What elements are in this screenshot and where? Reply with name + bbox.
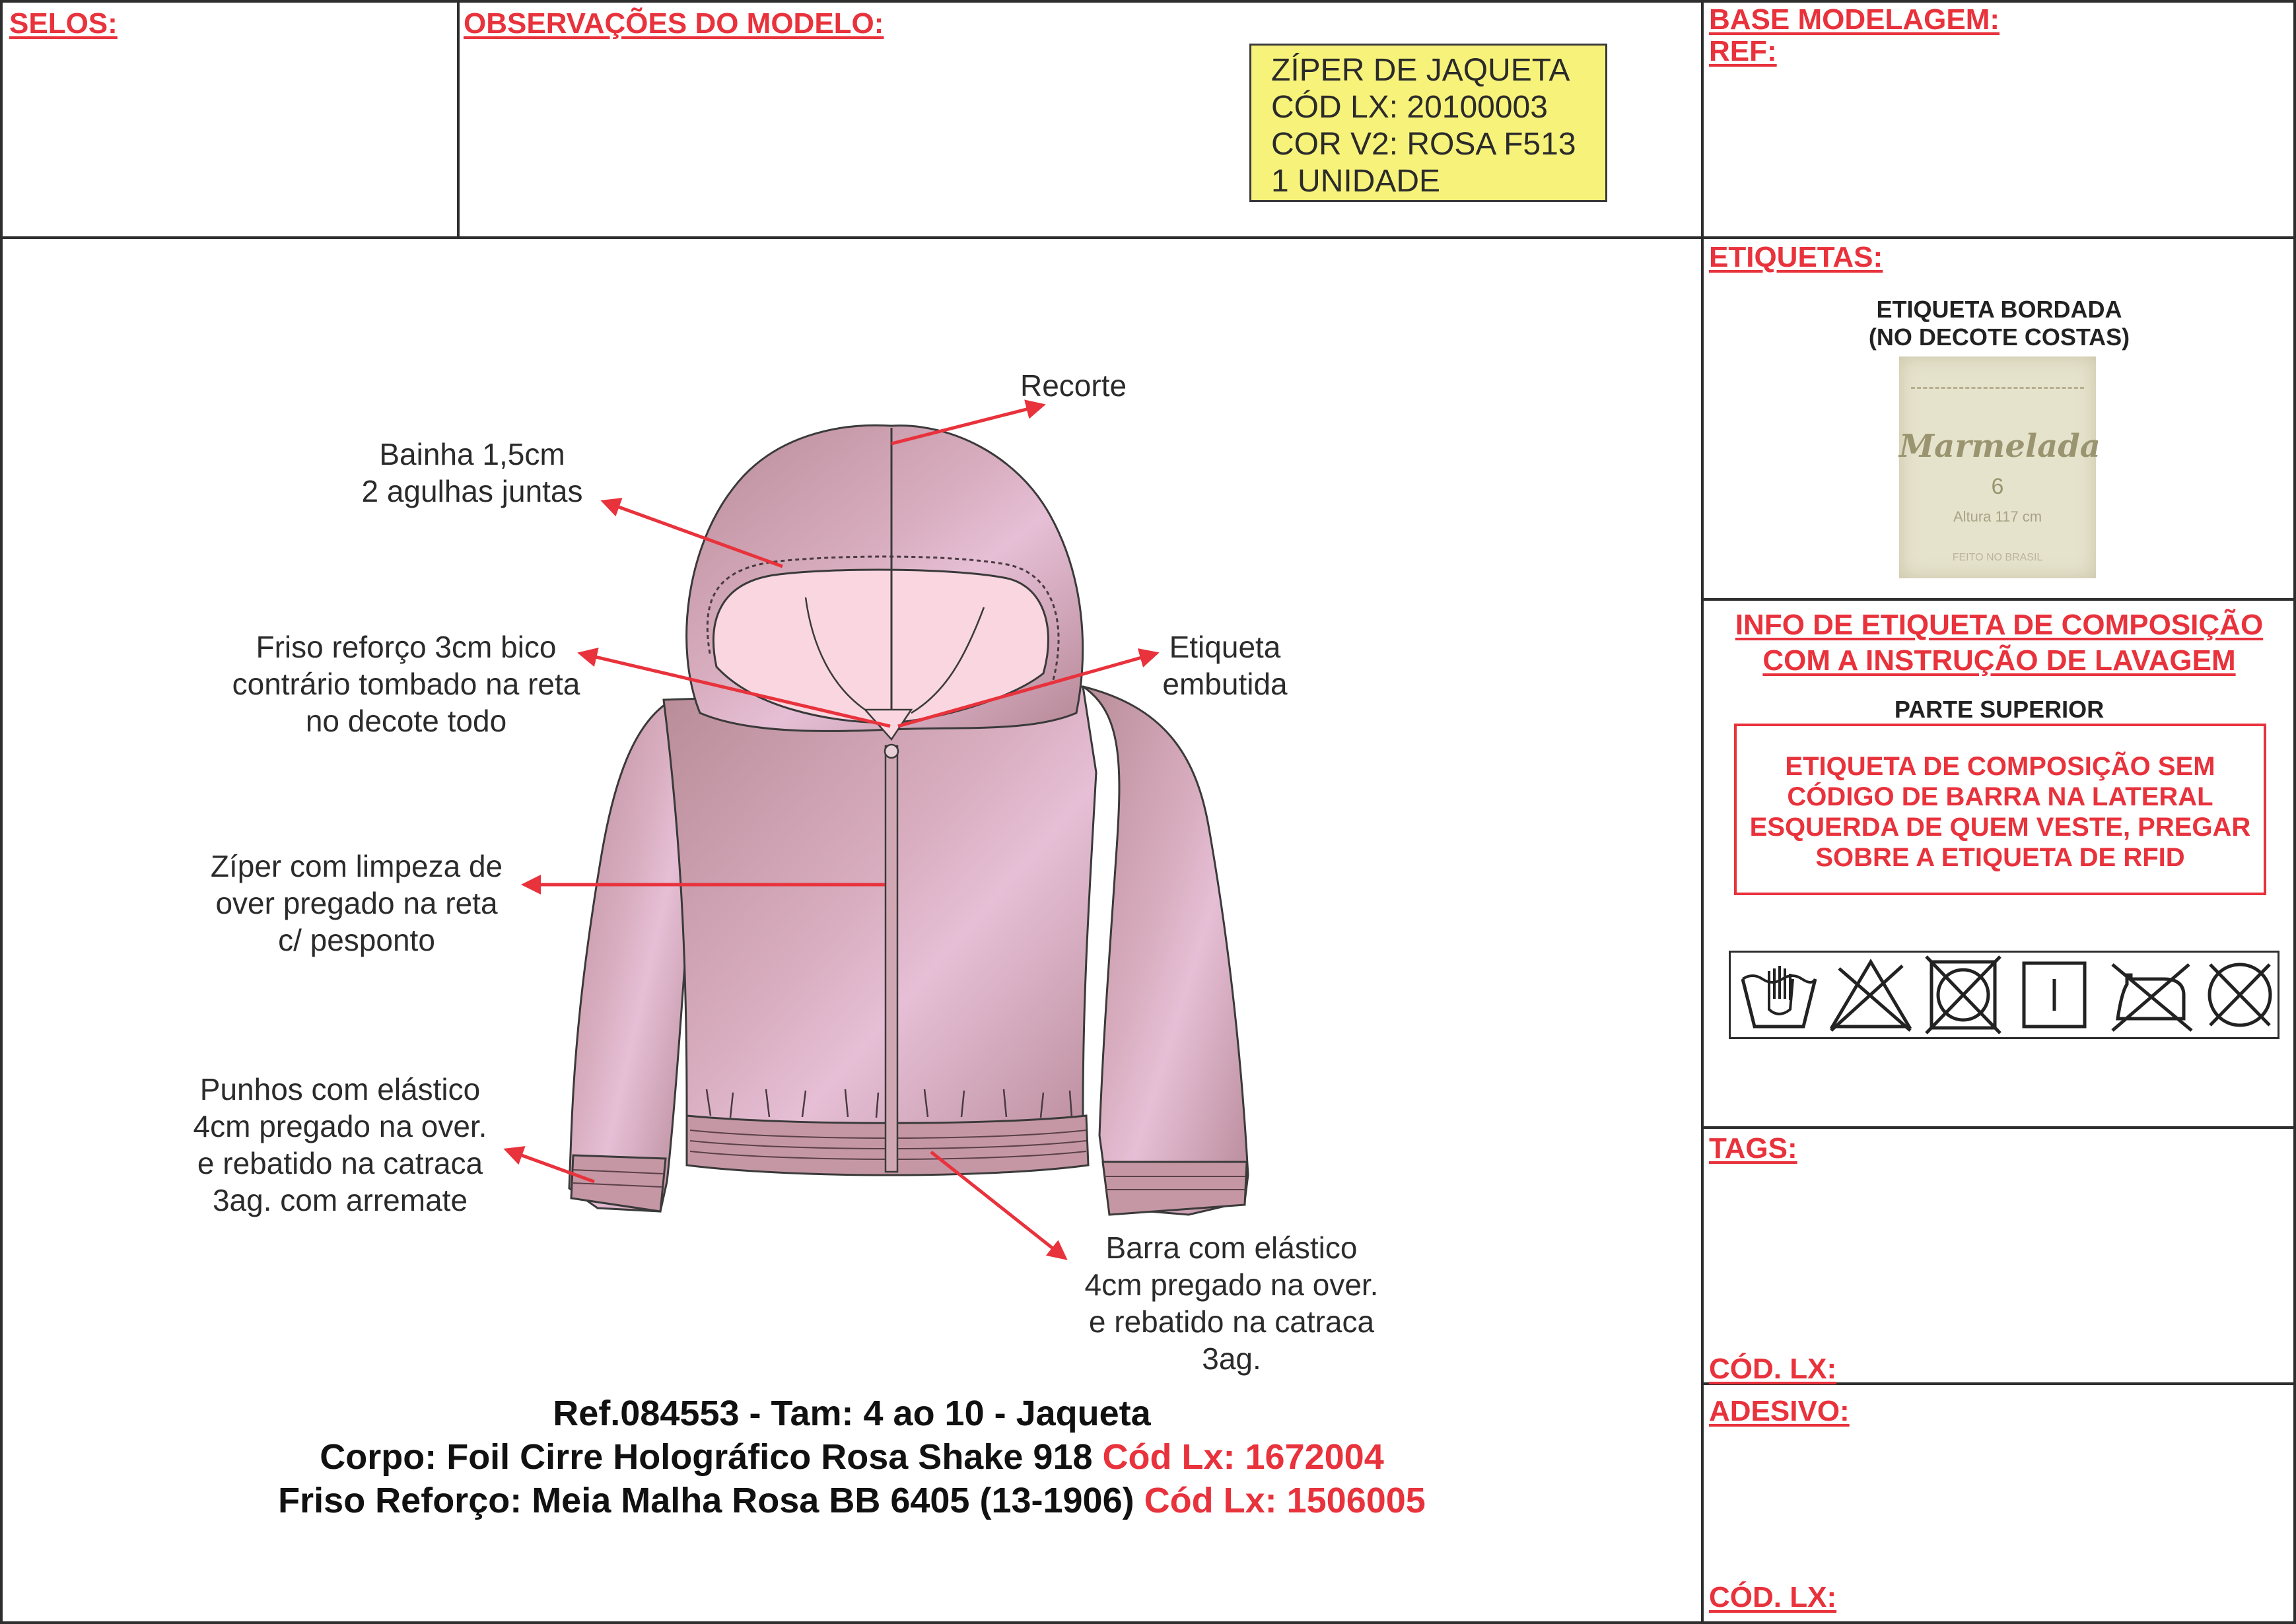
annotation-barra <box>1063 1229 1400 1377</box>
annotation-etiqueta <box>1149 628 1301 702</box>
right-cuff <box>1103 1162 1247 1215</box>
tags-header: TAGS: <box>1709 1132 1797 1165</box>
annotation-line: 3ag. <box>1202 1341 1261 1376</box>
annotation-line: e rebatido na catraca <box>1088 1304 1375 1339</box>
no-bleach-icon <box>1825 953 1917 1037</box>
composicao-box-line: ESQUERDA DE QUEM VESTE, PREGAR <box>1749 813 2251 842</box>
composicao-box-line: CÓDIGO DE BARRA NA LATERAL <box>1787 782 2213 811</box>
brand-height: Altura 117 cm <box>1953 508 2042 525</box>
composicao-title-line: COM A INSTRUÇÃO DE LAVAGEM <box>1762 644 2236 677</box>
annotation-line: over pregado na reta <box>215 886 498 920</box>
zipper-note-line: COR V2: ROSA F513 <box>1271 127 1576 162</box>
selos-header: SELOS: <box>9 7 118 40</box>
annotation-line: no decote todo <box>305 704 507 738</box>
adesivo-cod-lx: CÓD. LX: <box>1709 1581 1837 1613</box>
base-modelagem-header: BASE MODELAGEM: <box>1709 3 2000 36</box>
annotation-ziper <box>188 848 525 959</box>
jacket-body <box>664 687 1096 1174</box>
brand-size: 6 <box>1991 474 2004 499</box>
adesivo-header: ADESIVO: <box>1709 1395 1850 1427</box>
annotation-line: Zíper com limpeza de <box>210 849 503 883</box>
annotation-line: c/ pesponto <box>278 923 435 957</box>
annotation-line: Etiqueta <box>1169 630 1281 664</box>
brand-made-in: FEITO NO BRASIL <box>1952 552 2043 563</box>
composicao-box-line: SOBRE A ETIQUETA DE RFID <box>1815 843 2185 872</box>
line-dry-icon <box>2013 953 2095 1037</box>
annotation-line: 4cm pregado na over. <box>1084 1268 1379 1302</box>
composicao-title <box>1702 607 2296 679</box>
etiqueta-caption-line: ETIQUETA BORDADA <box>1876 296 2122 323</box>
ref-header: REF: <box>1709 35 1777 67</box>
caption-friso-cod: Cód Lx: 1506005 <box>1144 1481 1426 1520</box>
etiqueta-bordada-caption <box>1702 296 2296 351</box>
no-dry-clean-icon <box>2201 953 2279 1037</box>
parte-superior: PARTE SUPERIOR <box>1894 696 2105 723</box>
annotation-line: 2 agulhas juntas <box>361 474 583 508</box>
no-tumble-dry-icon <box>1922 953 2004 1037</box>
brand-name: Marmelada <box>1899 428 2101 465</box>
annotation-line: 4cm pregado na over. <box>193 1109 487 1143</box>
divider-etiquetas <box>1702 598 2296 601</box>
annotation-line: contrário tombado na reta <box>232 667 580 701</box>
annotation-line: Punhos com elástico <box>199 1072 481 1106</box>
no-iron-icon <box>2105 953 2197 1037</box>
zipper-note-line: CÓD LX: 20100003 <box>1271 90 1548 125</box>
divider-composicao <box>1702 1126 2296 1129</box>
annotation-friso <box>205 628 608 739</box>
hand-wash-icon <box>1736 953 1822 1037</box>
caption-corpo <box>0 1435 1704 1479</box>
caption-corpo-cod: Cód Lx: 1672004 <box>1102 1437 1384 1477</box>
border-right <box>2293 0 2296 1624</box>
annotation-line: embutida <box>1162 667 1288 701</box>
observacoes-header: OBSERVAÇÕES DO MODELO: <box>464 7 884 40</box>
zipper-note-line: ZÍPER DE JAQUETA <box>1271 53 1570 88</box>
annotation-recorte: Recorte <box>1020 368 1127 403</box>
etiqueta-caption-line: (NO DECOTE COSTAS) <box>1868 323 2130 351</box>
caption-corpo-text: Corpo: Foil Cirre Holográfico Rosa Shake 918 <box>320 1437 1093 1477</box>
zipper-note-line: 1 UNIDADE <box>1271 164 1441 199</box>
annotation-line: Friso reforço 3cm bico <box>256 630 557 664</box>
annotation-line: Barra com elástico <box>1105 1231 1358 1265</box>
brand-label-image <box>1899 356 2101 578</box>
annotation-punhos <box>175 1071 505 1219</box>
annotation-bainha <box>350 436 594 510</box>
right-sleeve <box>1083 687 1248 1215</box>
composicao-title-line: INFO DE ETIQUETA DE COMPOSIÇÃO <box>1735 609 2264 641</box>
annotation-line: Bainha 1,5cm <box>379 437 565 471</box>
left-sleeve <box>569 703 687 1211</box>
composicao-instruction-box <box>1734 724 2266 895</box>
tags-cod-lx: CÓD. LX: <box>1709 1353 1837 1385</box>
care-symbols <box>1729 951 2279 1039</box>
arrow-recorte <box>891 405 1042 444</box>
zipper <box>886 746 897 1172</box>
annotation-line: 3ag. com arremate <box>212 1183 468 1217</box>
divider-right-column <box>1701 0 1704 1624</box>
caption-friso <box>0 1479 1704 1522</box>
caption-friso-text: Friso Reforço: Meia Malha Rosa BB 6405 (13-1906) <box>278 1481 1134 1520</box>
etiquetas-header: ETIQUETAS: <box>1709 241 1883 273</box>
annotation-line: e rebatido na catraca <box>197 1146 483 1180</box>
caption-ref: Ref.084553 - Tam: 4 ao 10 - Jaqueta <box>553 1394 1151 1433</box>
composicao-box-line: ETIQUETA DE COMPOSIÇÃO SEM <box>1785 752 2215 781</box>
